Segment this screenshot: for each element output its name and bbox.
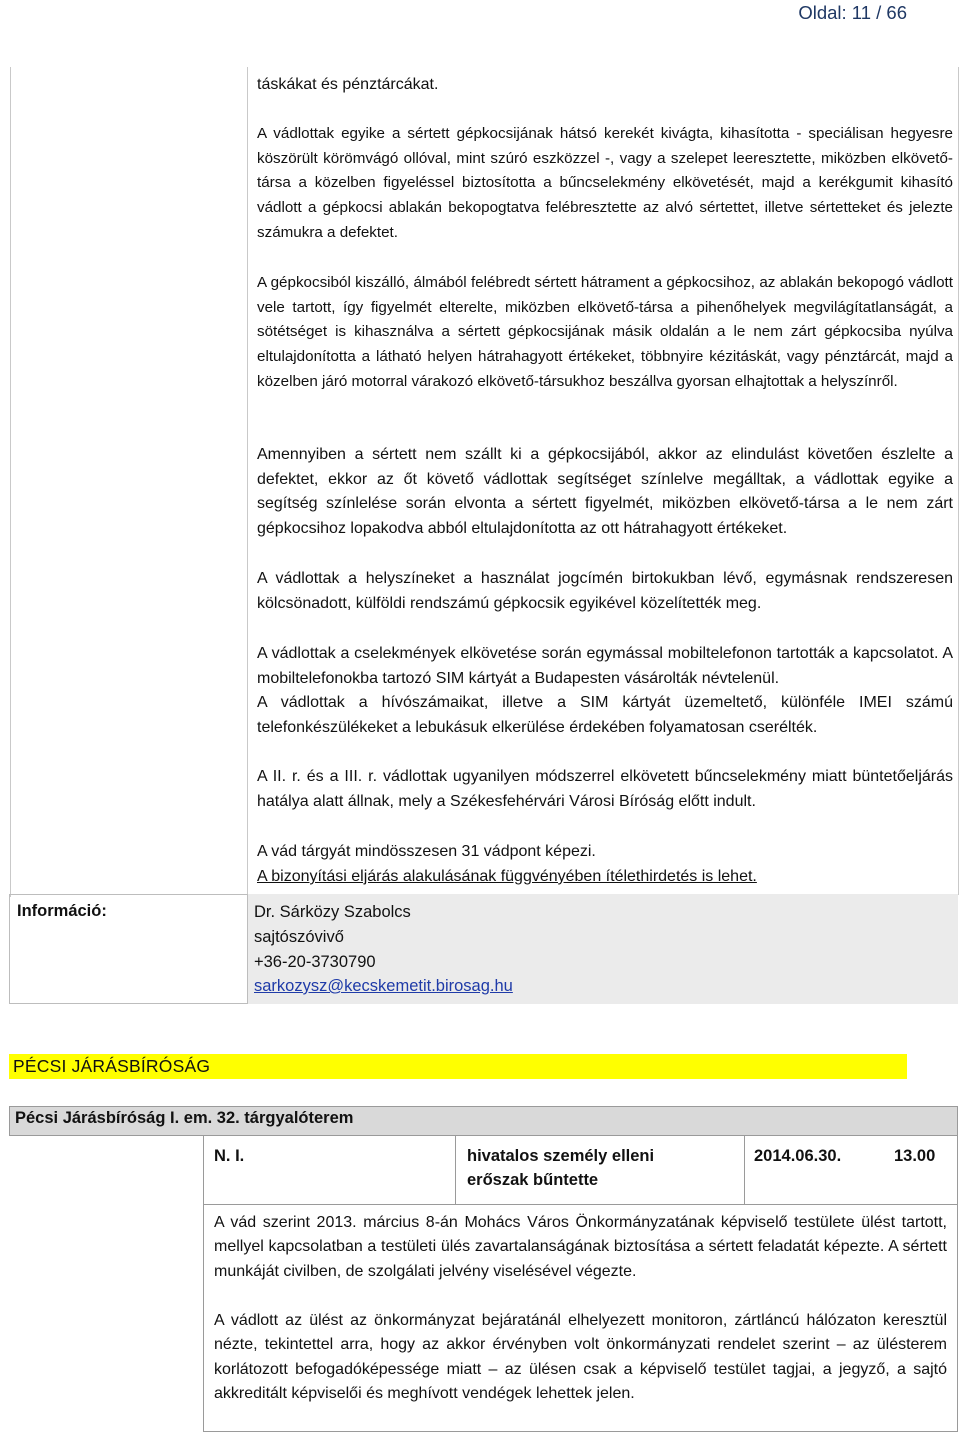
defendant-cell: N. I. [214,1147,245,1165]
case-header-divider [203,1204,958,1205]
contact-email-link[interactable]: sarkozysz@kecskemetit.birosag.hu [254,977,513,995]
case-text-paragraph: A vádlottak a cselekmények elkövetése során egymással mobiltelefonon tartották a kapcsolatot. A mobiltelefonokba tartozó SIM kártyát a Budapesten vásárolták névtelenül. [257,645,953,687]
case-text-paragraph: A vádlottak egyike a sértett gépkocsijának hátsó kerekét kivágta, kihasította - speciálisan hegyesre köszörült körömvágó ollóval, mint szúró eszközzel -, vagy a szelepet leeresztette, miközben elkövető-társa a közelben figyeléssel biztosította a bűncselekmény elkövetését, majd a kerékgumit kihasító vádlott a gépkocsi ablakán bekopogtatva felébresztette az alvó sértettet, illetve sértetteket és jelezte számukra a defektet. [257,125,953,241]
case-text-paragraph: A vádlott az ülést az önkormányzat bejáratánál elhelyezett monitoron, zártláncú hálózaton keresztül nézte, tekintettel arra, hogy az akkor érvényben volt önkormányzati rendelet szerint – az ülésterem korlátozott befogadóképessége miatt – az ülésen csak a képviselő testület tagjai, a jegyző, a sajtó akkreditált képviselői és meghívott vendégek lehettek jelen. [214,1312,947,1403]
contact-phone: +36-20-3730790 [254,953,376,971]
info-label: Információ: [17,902,107,920]
table-border-middle [247,67,248,897]
hearing-time: 13.00 [894,1147,936,1165]
case-text-paragraph: Amennyiben a sértett nem szállt ki a gépkocsijából, akkor az elindulást követően észlelte a defektet, ekkor az őt követő vádlottak segítséget színlelve megálltak, a vádlottak egyike a segítség színlelése során elvonta a sértett figyelmét, miközben elkövető-társa a le nem zárt gépkocsihoz lopakodva abból eltulajdonította az ott hátrahagyott értékeket. [257,446,953,537]
court-name: PÉCSI JÁRÁSBÍRÓSÁG [13,1056,211,1076]
page-number [798,2,907,24]
case-text-paragraph: A vád tárgyát mindösszesen 31 vádpont képezi. [257,843,596,860]
case-text-paragraph: táskákat és pénztárcákat. [257,76,439,93]
case-text-paragraph: A gépkocsiból kiszálló, álmából felébredt sértett hátrament a gépkocsihoz, az ablakán bekopogó vádlott vele tartott, így figyelmét elterelte, miközben elkövető-társa a pihenőhelyek megvilágítatlanságát, a sötétséget is kihasználva a sértett gépkocsijának másik oldalán a le nem zárt gépkocsiba nyúlva eltulajdonította a látható helyen hátrahagyott értékeket, többnyire kézitáskát, vagy pénztárcát, majd a közelben járó motorral várakozó elkövető-társukhoz beszállva gyorsan elhajtottak a helyszínről. [257,274,953,390]
case-text-paragraph: A II. r. és a III. r. vádlottak ugyanilyen módszerrel elkövetett bűncselekmény miatt büntetőeljárás hatálya alatt állnak, mely a Székesfehérvári Városi Bíróság előtt indult. [257,768,953,810]
column-divider [744,1136,745,1204]
charge-line-2: erőszak bűntette [467,1171,599,1189]
table-border-left [10,67,11,897]
contact-email-wrapper [254,974,513,999]
contact-name: Dr. Sárközy Szabolcs [254,903,411,921]
case-text-paragraph: A vádlottak a hívószámaikat, illetve a SIM kártyát üzemeltető, különféle IMEI számú telefonkészülékeket a lebukásuk elkerülése érdekében folyamatosan cserélték. [257,694,953,736]
case-text-paragraph: A vád szerint 2013. március 8-án Mohács Város Önkormányzatának képviselő testülete ülést tartott, mellyel kapcsolatban a testületi ülés zavartalanságának biztosítása a sértett feladatát képezte. A sértett munkáját civilben, de szolgálati jelvény viselésével végezte. [214,1214,947,1280]
contact-role: sajtószóvivő [254,928,344,946]
hearing-date: 2014.06.30. [754,1147,842,1165]
charge-line-1: hivatalos személy elleni [467,1147,655,1165]
table-border-right [958,67,959,895]
courtroom-title: Pécsi Járásbíróság I. em. 32. tárgyalóterem [15,1109,354,1127]
column-divider [455,1136,456,1204]
verdict-note: A bizonyítási eljárás alakulásának függvényében ítélethirdetés is lehet. [257,868,757,885]
case-text-paragraph: A vádlottak a helyszíneket a használat jogcímén birtokukban lévő, egymásnak rendszeresen kölcsönadott, külföldi rendszámú gépkocsik egyikével közelítették meg. [257,570,953,612]
page-number-label: Oldal: 11 / 66 [798,2,907,23]
